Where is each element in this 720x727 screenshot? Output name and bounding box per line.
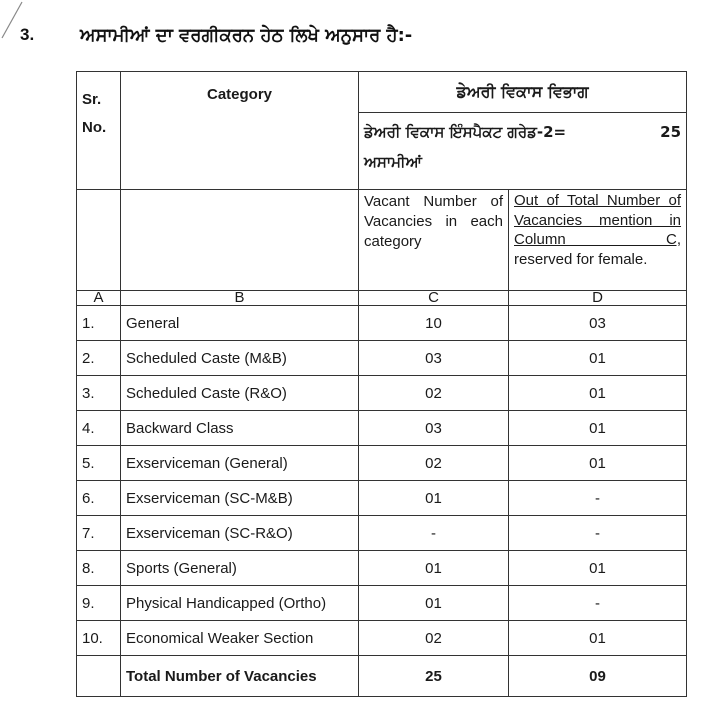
table-row [77,411,687,446]
row-category: Scheduled Caste (R&O) [121,376,359,411]
row-vacant: 03 [359,411,509,446]
header-post-count: 25 [660,123,682,141]
total-female: 09 [509,656,687,697]
row-female: 01 [509,621,687,656]
table-row [77,446,687,481]
column-letter-c: C [359,291,509,306]
header-department: ਡੇਅਰੀ ਵਿਕਾਸ ਵਿਭਾਗ [359,72,687,113]
row-female: 01 [509,551,687,586]
row-sr: 3. [77,376,121,411]
header-col-d-desc [509,190,687,291]
row-category: General [121,306,359,341]
header-col-d-underlined: Out of Total Number of Vacancies mention in Column C, [514,192,682,248]
row-vacant: 10 [359,306,509,341]
row-category: Exserviceman (General) [121,446,359,481]
vacancy-table [76,71,687,697]
column-letter-d: D [509,291,687,306]
header-category: Category [121,72,359,190]
row-female: - [509,516,687,551]
header-post-unit: ਅਸਾਮੀਆਂ [364,153,422,171]
column-letter-row [77,291,687,306]
row-vacant: 02 [359,446,509,481]
row-female: 01 [509,446,687,481]
row-female: - [509,481,687,516]
row-female: 01 [509,376,687,411]
row-female: - [509,586,687,621]
row-vacant: 02 [359,376,509,411]
header-col-c-desc: Vacant Number of Vacancies in each category [359,190,509,291]
total-vacant: 25 [359,656,509,697]
header-blank-b [121,190,359,291]
row-vacant: 01 [359,481,509,516]
section-heading-text: ਅਸਾਮੀਆਂ ਦਾ ਵਰਗੀਕਰਨ ਹੇਠ ਲਿਖੇ ਅਨੁਸਾਰ ਹੈ:- [80,24,413,46]
row-category: Scheduled Caste (M&B) [121,341,359,376]
row-sr: 1. [77,306,121,341]
row-female: 01 [509,341,687,376]
header-sr-label: Sr. [82,91,102,108]
row-sr: 2. [77,341,121,376]
row-female: 01 [509,411,687,446]
row-vacant: 01 [359,586,509,621]
row-vacant: - [359,516,509,551]
header-post-title: ਡੇਅਰੀ ਵਿਕਾਸ ਇੰਸਪੈਕਟ ਗਰੇਡ-2= [364,123,567,141]
row-category: Backward Class [121,411,359,446]
row-sr: 5. [77,446,121,481]
row-sr: 10. [77,621,121,656]
table-row [77,341,687,376]
row-sr: 6. [77,481,121,516]
row-vacant: 01 [359,551,509,586]
row-category: Exserviceman (SC-M&B) [121,481,359,516]
table-row [77,306,687,341]
row-category: Economical Weaker Section [121,621,359,656]
header-post [359,113,687,190]
total-blank [77,656,121,697]
row-category: Exserviceman (SC-R&O) [121,516,359,551]
total-row [77,656,687,697]
table-row [77,516,687,551]
table-row [77,586,687,621]
header-col-d-rest: reserved for female. [514,250,648,268]
header-blank-a [77,190,121,291]
table-row [77,551,687,586]
row-sr: 4. [77,411,121,446]
table-row [77,621,687,656]
table-row [77,481,687,516]
header-sr-no [77,72,121,190]
row-category: Sports (General) [121,551,359,586]
section-number: 3. [20,25,35,44]
row-sr: 7. [77,516,121,551]
column-letter-b: B [121,291,359,306]
header-no-label: No. [82,119,107,136]
column-letter-a: A [77,291,121,306]
row-sr: 9. [77,586,121,621]
total-label: Total Number of Vacancies [121,656,359,697]
table-row [77,376,687,411]
row-vacant: 03 [359,341,509,376]
row-female: 03 [509,306,687,341]
row-sr: 8. [77,551,121,586]
row-vacant: 02 [359,621,509,656]
section-heading [20,20,700,50]
row-category: Physical Handicapped (Ortho) [121,586,359,621]
